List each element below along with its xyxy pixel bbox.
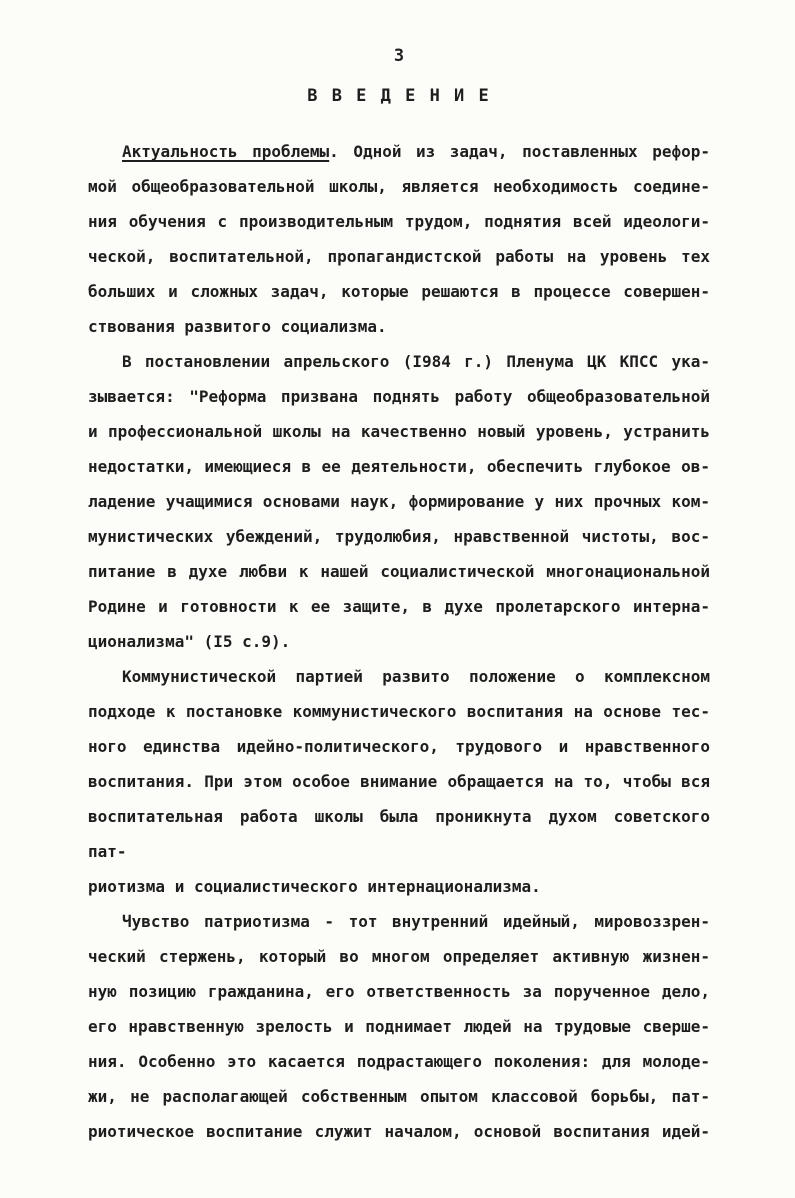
- text-line: Актуальность проблемы. Одной из задач, поставленных рефор-: [122, 142, 710, 161]
- text-line: и профессиональной школы на качественно новый уровень, устранить: [88, 422, 710, 441]
- text-line: Родине и готовности к ее защите, в духе пролетарского интерна-: [88, 597, 710, 616]
- text-line: мой общеобразовательной школы, является необходимость соедине-: [88, 177, 710, 196]
- paragraph: [88, 904, 710, 1149]
- page-number: 3: [393, 46, 405, 66]
- text-line: ческий стержень, который во многом определяет активную жизнен-: [88, 947, 710, 966]
- text-line: ционализма" (I5 с.9).: [88, 632, 291, 651]
- text-line: воспитания. При этом особое внимание обращается на то, чтобы вся: [88, 772, 710, 791]
- document-body: [88, 134, 710, 1149]
- text-line: Чувство патриотизма - тот внутренний идейный, мировоззрен-: [122, 912, 710, 931]
- text-line: риотизма и социалистического интернационализма.: [88, 877, 541, 896]
- text-line: ческой, воспитательной, пропагандистской работы на уровень тех: [88, 247, 710, 266]
- text-line: недостатки, имеющиеся в ее деятельности, обеспечить глубокое ов-: [88, 457, 710, 476]
- text-line: ния обучения с производительным трудом, поднятия всей идеологи-: [88, 212, 710, 231]
- text-line: ного единства идейно-политического, трудового и нравственного: [88, 737, 710, 756]
- underlined-phrase: Актуальность проблемы: [122, 142, 330, 161]
- text-line: В постановлении апрельского (I984 г.) Пленума ЦК КПСС ука-: [122, 352, 710, 371]
- text-line: подходе к постановке коммунистического воспитания на основе тес-: [88, 702, 710, 721]
- page-title: В В Е Д Е Н И Е: [307, 86, 491, 106]
- text-line: ния. Особенно это касается подрастающего поколения: для молоде-: [88, 1052, 710, 1071]
- text-line: ную позицию гражданина, его ответственность за порученное дело,: [88, 982, 710, 1001]
- text-line: Коммунистической партией развито положение о комплексном: [122, 667, 710, 686]
- paragraph: [88, 659, 710, 904]
- text-line: больших и сложных задач, которые решаются в процессе совершен-: [88, 282, 710, 301]
- text-line: ствования развитого социализма.: [88, 317, 387, 336]
- paragraph: [88, 344, 710, 659]
- text-line: зывается: "Реформа призвана поднять работу общеобразовательной: [88, 387, 710, 406]
- paragraph: [88, 134, 710, 344]
- text-line: мунистических убеждений, трудолюбия, нравственной чистоты, вос-: [88, 527, 710, 546]
- text-line: воспитательная работа школы была проникнута духом советского пат-: [88, 807, 710, 861]
- text-line: жи, не располагающей собственным опытом классовой борьбы, пат-: [88, 1087, 710, 1106]
- text-line: ладение учащимися основами наук, формирование у них прочных ком-: [88, 492, 710, 511]
- text-line: риотическое воспитание служит началом, основой воспитания идей-: [88, 1122, 710, 1141]
- text-line: питание в духе любви к нашей социалистической многонациональной: [88, 562, 710, 581]
- text-line: его нравственную зрелость и поднимает людей на трудовые сверше-: [88, 1017, 710, 1036]
